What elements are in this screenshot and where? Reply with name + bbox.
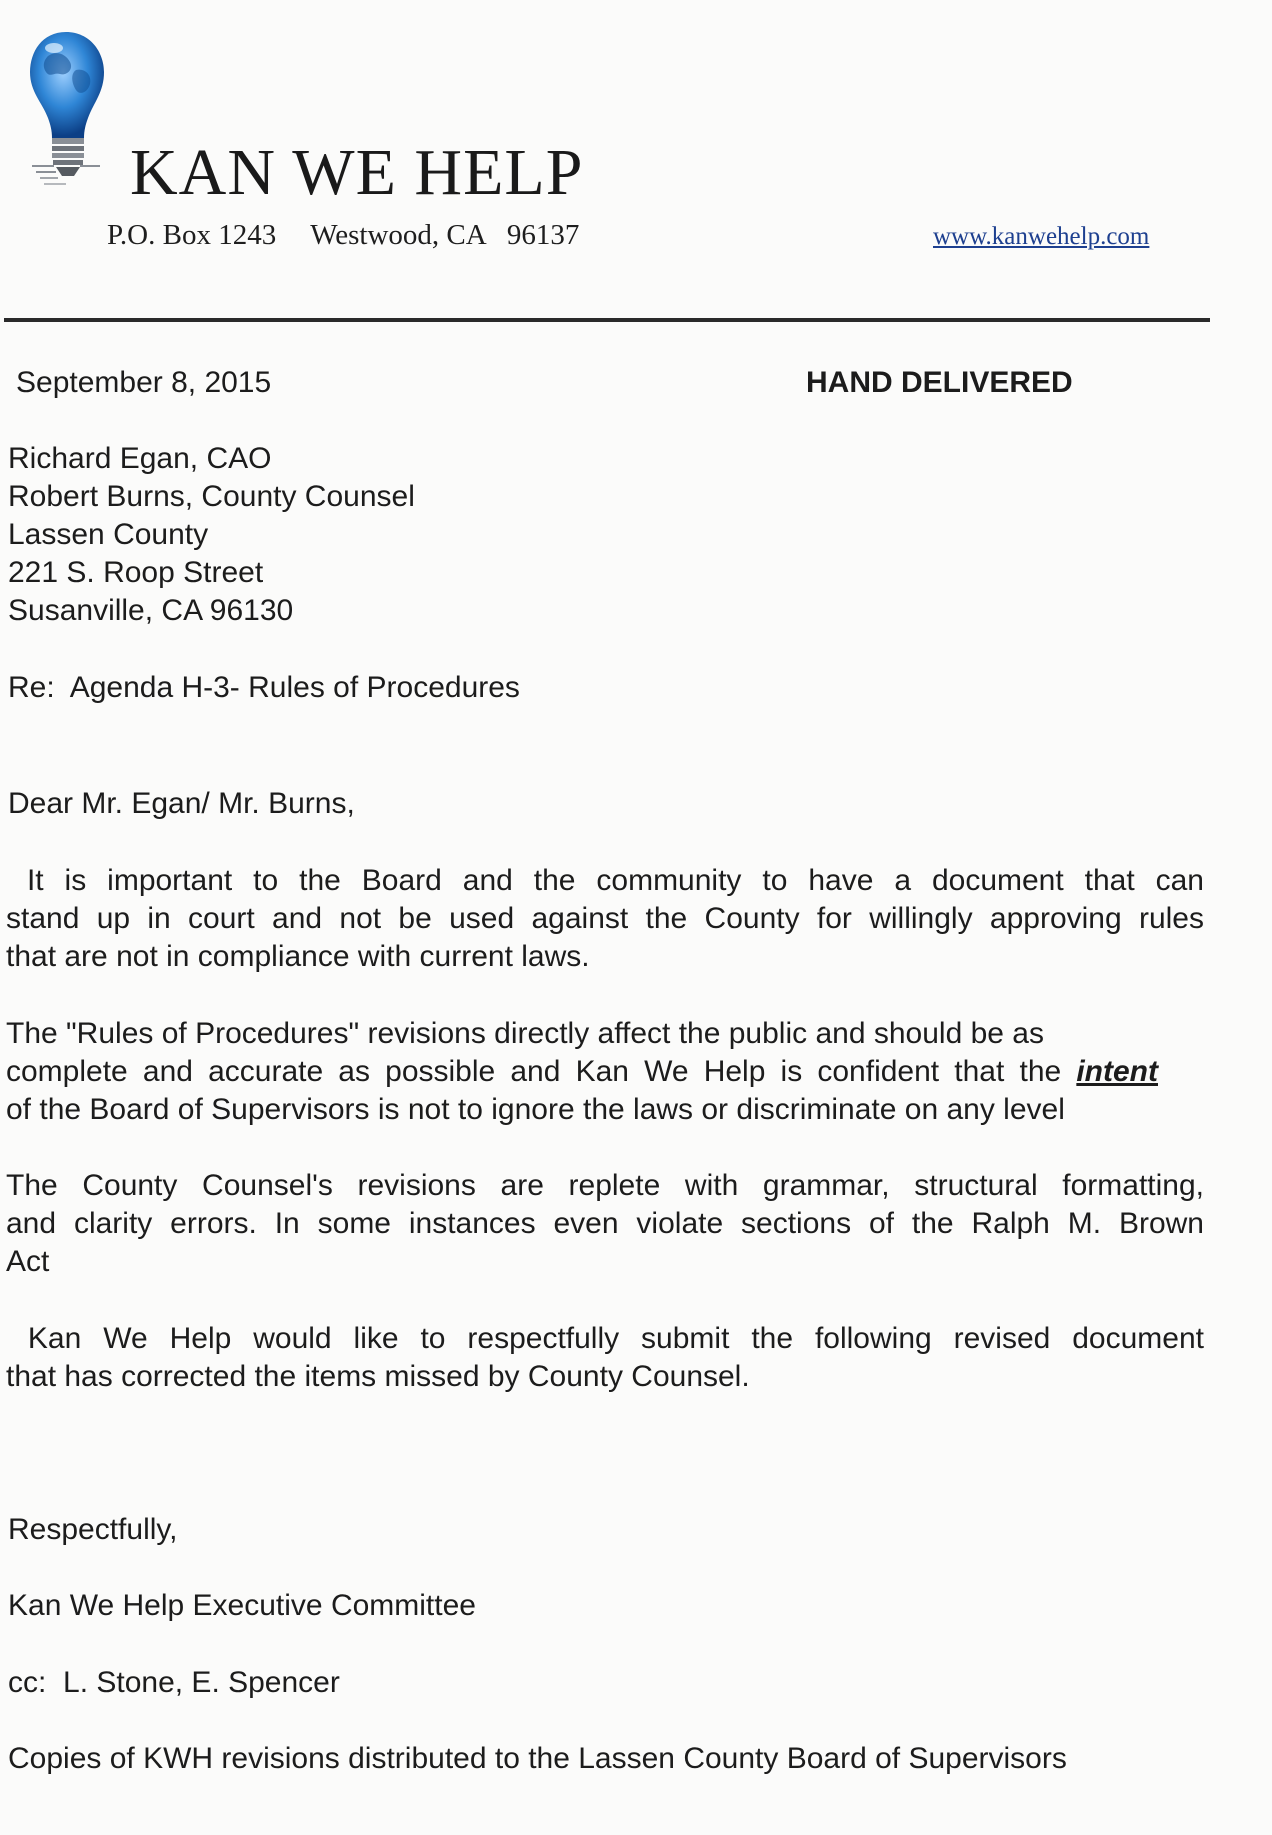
body-paragraph-1 bbox=[6, 862, 1204, 976]
paragraph-line: Kan We Help would like to respectfully submit the following revised document bbox=[6, 1322, 1204, 1355]
recipient-line: Richard Egan, CAO bbox=[8, 442, 272, 475]
recipient-line: Robert Burns, County Counsel bbox=[8, 480, 415, 513]
paragraph-line: The County Counsel's revisions are replete with grammar, structural formatting, bbox=[6, 1169, 1204, 1202]
paragraph-line: stand up in court and not be used against the County for willingly approving rules bbox=[6, 902, 1204, 935]
distribution-note: Copies of KWH revisions distributed to the Lassen County Board of Supervisors bbox=[8, 1742, 1067, 1775]
body-paragraph-2 bbox=[6, 1015, 1158, 1129]
org-name: KAN WE HELP bbox=[130, 136, 584, 209]
website-link[interactable]: www.kanwehelp.com bbox=[933, 223, 1150, 250]
recipient-line: Lassen County bbox=[8, 518, 209, 551]
body-paragraph-4 bbox=[6, 1320, 1204, 1396]
paragraph-line: that has corrected the items missed by County Counsel. bbox=[6, 1360, 750, 1393]
letter-date: September 8, 2015 bbox=[16, 366, 272, 399]
paragraph-line: Act bbox=[6, 1245, 50, 1278]
body-paragraph-3 bbox=[6, 1167, 1204, 1281]
paragraph-line: and clarity errors. In some instances even violate sections of the Ralph M. Brown bbox=[6, 1207, 1204, 1240]
letterhead-divider bbox=[4, 318, 1210, 322]
globe-lightbulb-icon bbox=[26, 26, 118, 196]
delivery-method: HAND DELIVERED bbox=[806, 366, 1073, 399]
emphasized-word: intent bbox=[1076, 1055, 1158, 1088]
city-state-zip: Westwood, CA 96137 bbox=[310, 219, 580, 251]
subject-line: Re: Agenda H-3- Rules of Procedures bbox=[8, 671, 520, 704]
po-box: P.O. Box 1243 bbox=[107, 219, 277, 251]
signature: Kan We Help Executive Committee bbox=[8, 1589, 476, 1622]
paragraph-line: The "Rules of Procedures" revisions directly affect the public and should be as bbox=[6, 1017, 1044, 1050]
org-address bbox=[107, 218, 579, 252]
paragraph-text: complete and accurate as possible and Kan We Help is confident that the bbox=[6, 1055, 1077, 1088]
paragraph-line bbox=[6, 1053, 1158, 1091]
valediction: Respectfully, bbox=[8, 1513, 178, 1546]
salutation: Dear Mr. Egan/ Mr. Burns, bbox=[8, 787, 355, 820]
cc-line: cc: L. Stone, E. Spencer bbox=[8, 1666, 340, 1699]
paragraph-line: of the Board of Supervisors is not to ignore the laws or discriminate on any level bbox=[6, 1093, 1065, 1126]
paragraph-line: It is important to the Board and the community to have a document that can bbox=[6, 864, 1204, 897]
recipient-line: Susanville, CA 96130 bbox=[8, 594, 294, 627]
recipient-line: 221 S. Roop Street bbox=[8, 556, 264, 589]
paragraph-line: that are not in compliance with current laws. bbox=[6, 940, 590, 973]
